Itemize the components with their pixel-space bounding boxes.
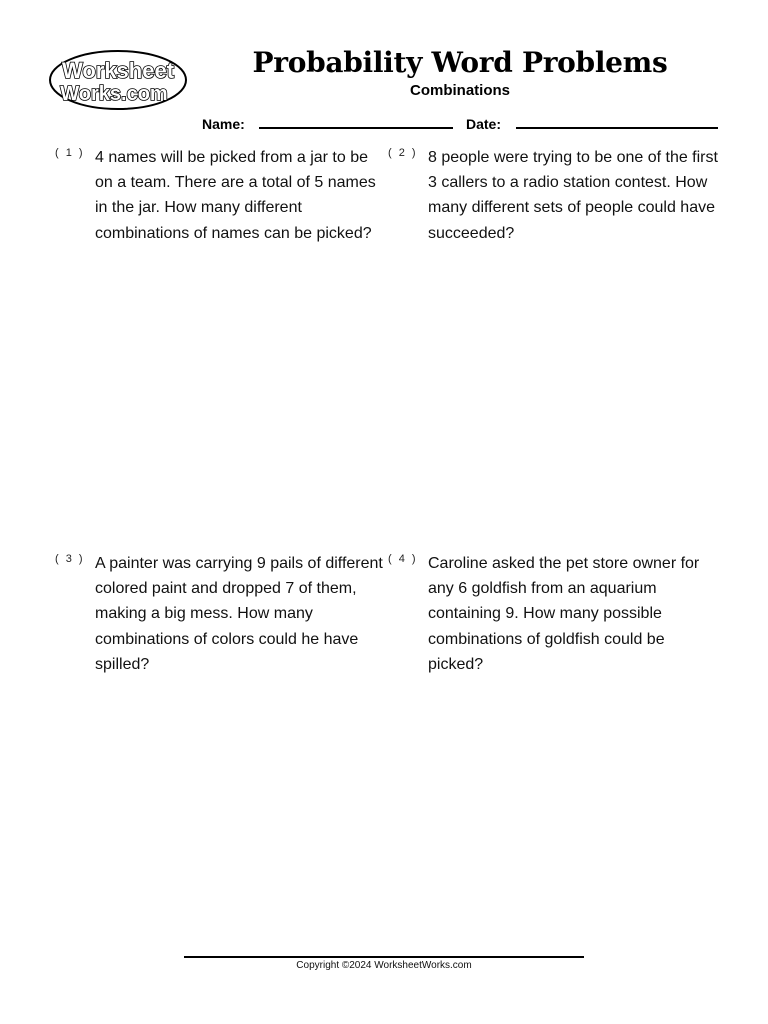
name-field-line[interactable] [259, 127, 453, 129]
name-label: Name: [202, 116, 245, 132]
problem-text: Caroline asked the pet store owner for any 6 goldfish from an aquarium containing 9. How many possible combinations of goldfish could be picked? [428, 555, 700, 673]
problem-number: ( 4 ) [388, 553, 418, 565]
problem-text: 8 people were trying to be one of the first 3 callers to a radio station contest. How many different sets of people could have succeeded? [428, 149, 718, 242]
copyright-text: Copyright ©2024 WorksheetWorks.com [296, 960, 472, 971]
page-title: Probability Word Problems [252, 46, 668, 79]
problem-text: A painter was carrying 9 pails of different colored paint and dropped 7 of them, making a big mess. How many combinations of colors could he have spilled? [95, 555, 383, 673]
problem-number: ( 2 ) [388, 147, 418, 159]
page-subtitle: Combinations [410, 82, 510, 99]
date-field-line[interactable] [516, 127, 718, 129]
date-label: Date: [466, 116, 502, 132]
worksheetworks-logo [48, 48, 188, 112]
problem-text: 4 names will be picked from a jar to be on a team. There are a total of 5 names in the jar. How many different combinations of names can be picked? [95, 149, 376, 242]
logo-text-line2: Works.com [60, 83, 168, 105]
problem-number: ( 3 ) [55, 553, 85, 565]
problem-number: ( 1 ) [55, 147, 85, 159]
footer-divider [184, 956, 584, 958]
logo-text-line1: Worksheet [61, 58, 175, 83]
